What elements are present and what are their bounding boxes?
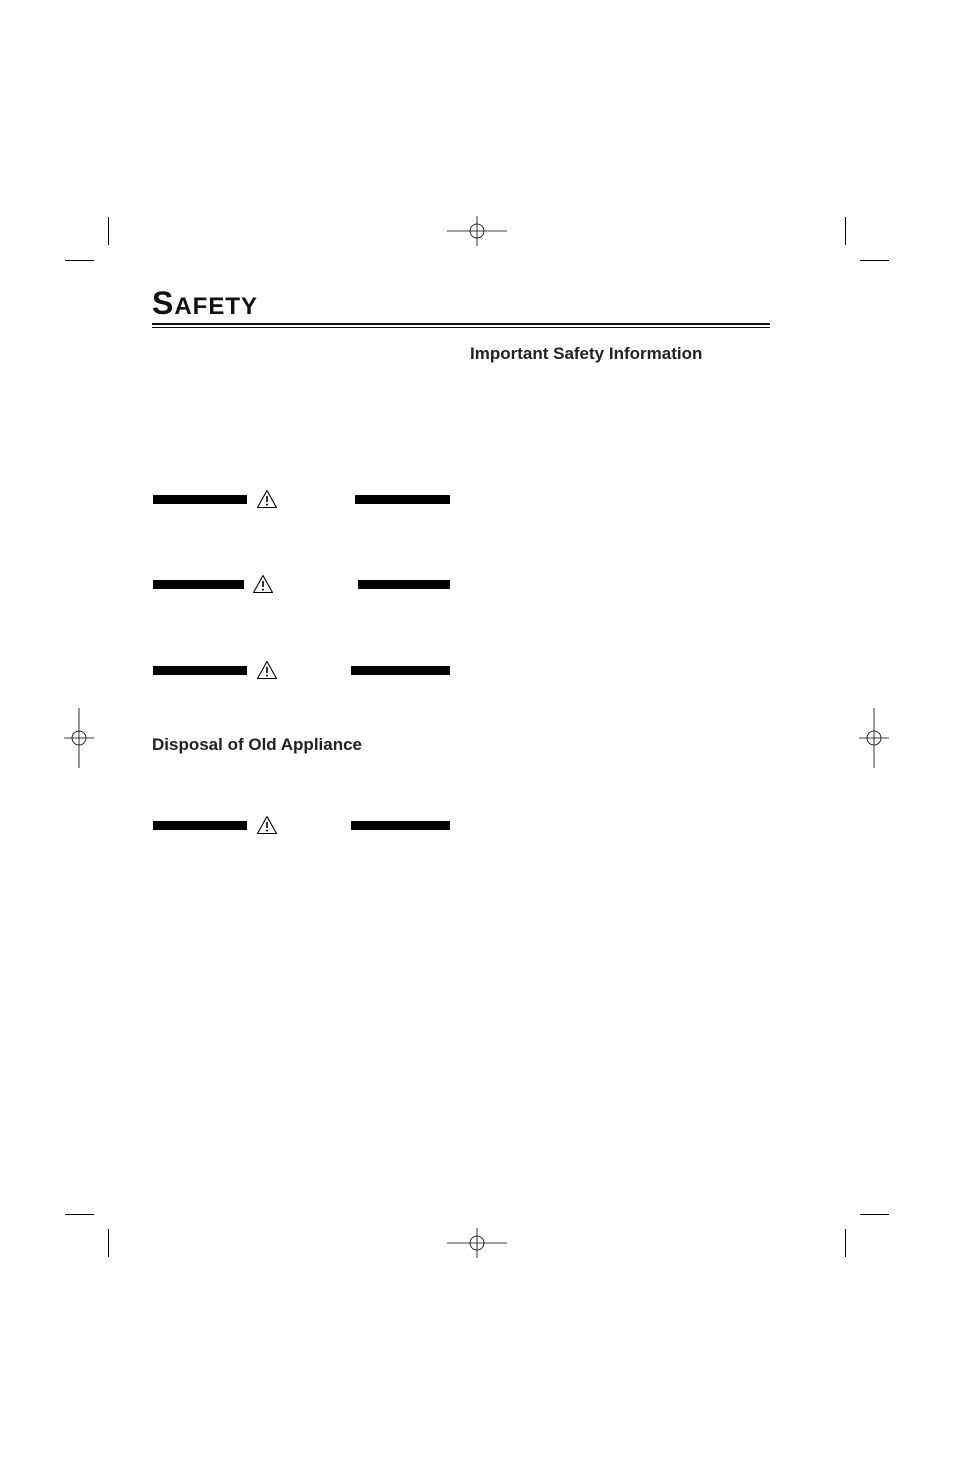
warning-bar-right xyxy=(351,821,450,830)
page-title-initial: S xyxy=(152,285,175,321)
page-title xyxy=(152,287,258,319)
warning-bar-right xyxy=(358,580,450,589)
crop-mark-bottom-left-vertical xyxy=(108,1229,109,1257)
warning-bar-right xyxy=(355,495,450,504)
warning-triangle-icon xyxy=(252,574,274,594)
registration-mark-right xyxy=(859,708,889,768)
disposal-heading: Disposal of Old Appliance xyxy=(152,735,363,754)
crop-mark-top-left-vertical xyxy=(108,217,109,245)
warning-triangle-icon xyxy=(256,815,278,835)
warning-triangle-icon xyxy=(256,489,278,509)
warning-bar-left xyxy=(153,666,247,675)
crop-mark-bottom-right-vertical xyxy=(845,1229,846,1257)
crop-mark-bottom-left-horizontal xyxy=(65,1214,94,1215)
warning-banner-3 xyxy=(153,660,450,682)
crop-mark-top-right-vertical xyxy=(845,217,846,245)
important-safety-heading: Important Safety Information xyxy=(470,344,703,363)
warning-banner-1 xyxy=(153,489,450,511)
crop-mark-top-right-horizontal xyxy=(860,260,889,261)
registration-mark-top xyxy=(447,216,507,246)
warning-bar-left xyxy=(153,580,244,589)
crop-mark-bottom-right-horizontal xyxy=(860,1214,889,1215)
warning-banner-4 xyxy=(153,815,450,837)
registration-mark-bottom xyxy=(447,1228,507,1258)
registration-mark-left xyxy=(64,708,94,768)
warning-triangle-icon xyxy=(256,660,278,680)
warning-bar-left xyxy=(153,821,247,830)
warning-banner-2 xyxy=(153,574,450,596)
warning-bar-right xyxy=(351,666,450,675)
page-title-rest: AFETY xyxy=(174,293,259,320)
warning-bar-left xyxy=(153,495,247,504)
title-rule-thick xyxy=(152,323,770,325)
title-rule-thin xyxy=(152,327,770,328)
crop-mark-top-left-horizontal xyxy=(65,260,94,261)
